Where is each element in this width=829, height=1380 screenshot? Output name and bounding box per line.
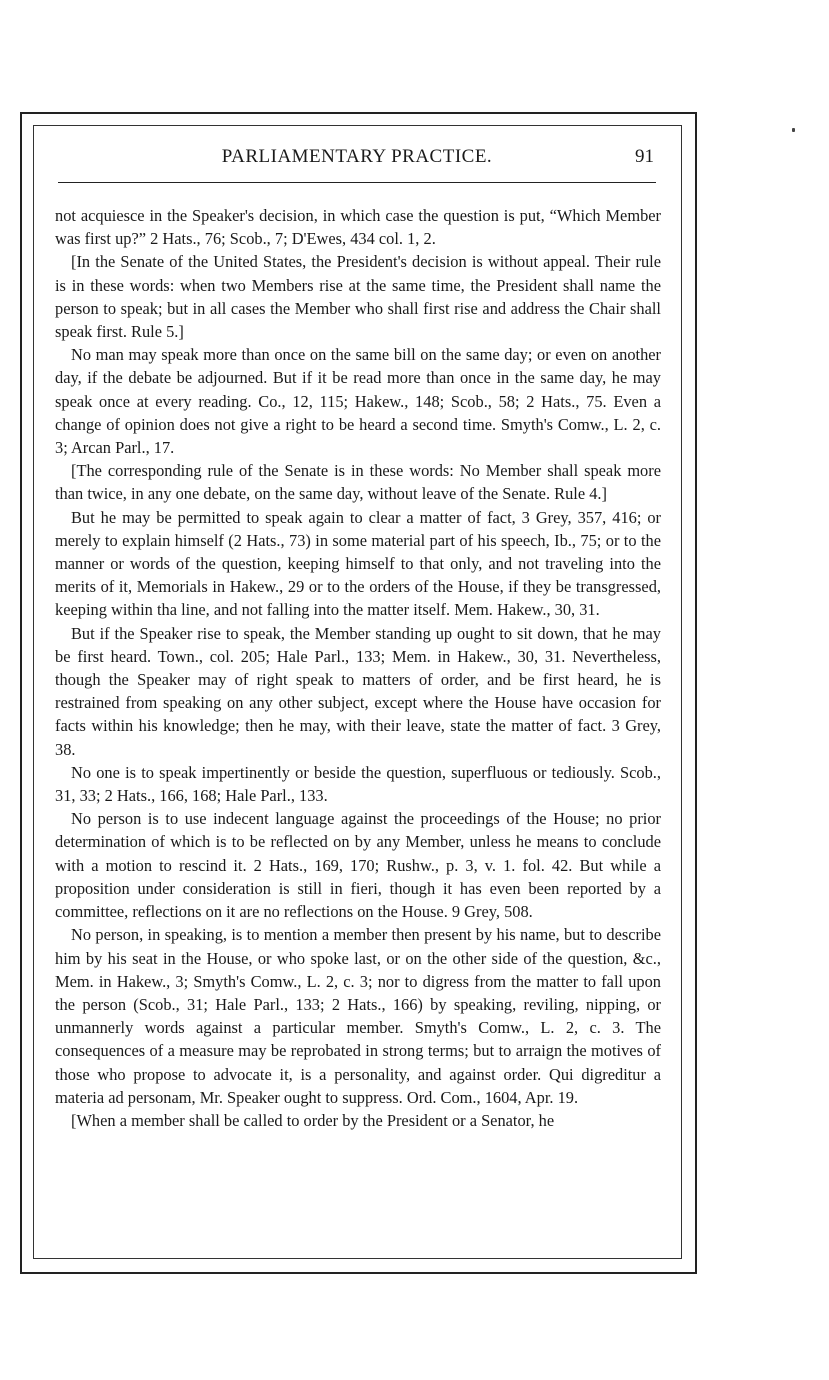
running-head-title: PARLIAMENTARY PRACTICE. [221, 146, 493, 167]
paragraph-speak-again: But he may be permitted to speak again to clear a matter of fact, 3 Grey, 357, 416; or merely to explain himself (2 Hats., 73) in some material part of his speech, Ib., 75; or to the manner or words of the question, keeping himself to that only, and not traveling into the merits of it, Memorials in Hakew., 29 or to the orders of the House, if they be transgressed, keeping within tha line, and not falling into the matter itself. Mem. Hakew., 30, 31. [55, 507, 661, 620]
paragraph-senate-rule-4: [The corresponding rule of the Senate is in these words: No Member shall speak more than twice, in any one debate, on the same day, without leave of the Senate. Rule 4.] [55, 461, 661, 504]
header-rule [58, 182, 656, 183]
paragraph-called-to-order: [When a member shall be called to order by the President or a Senator, he [71, 1110, 555, 1130]
body-text [55, 204, 661, 1132]
paragraph-speak-once: No man may speak more than once on the same bill on the same day; or even on another day, if the debate be adjourned. But if it be read more than once in the same day, he may speak once at every reading. Co., 12, 115; Hakew., 148; Scob., 58; 2 Hats., 75. Even a change of opinion does not give a right to be heard a second time. Smyth's Comw., L. 2, c. 3; Arcan Parl., 17. [55, 345, 661, 458]
paragraph-speaker-rise: But if the Speaker rise to speak, the Member standing up ought to sit down, that he may be first heard. Town., col. 205; Hale Parl., 133; Mem. in Hakew., 30, 31. Nevertheless, though the Speaker may of right speak to matters of order, and be first heard, he is restrained from speaking on any other subject, except where the House have occasion for facts within his knowledge; then he may, with their leave, state the matter of fact. 3 Grey, 38. [55, 623, 661, 759]
page-number: 91 [635, 146, 654, 167]
paragraph-indecent-language: No person is to use indecent language against the proceedings of the House; no prior determination of which is to be reflected on by any Member, unless he means to conclude with a motion to rescind it. 2 Hats., 169, 170; Rushw., p. 3, v. 1. fol. 42. But while a proposition under consideration is still in fieri, though it has even been reported by a committee, reflections on it are no reflections on the House. 9 Grey, 508. [55, 809, 661, 922]
paragraph-continuation: not acquiesce in the Speaker's decision, in which case the question is put, “Which Member was first up?” 2 Hats., 76; Scob., 7; D'Ewes, 434 col. 1, 2. [55, 206, 661, 249]
paragraph-mention-by-name: No person, in speaking, is to mention a member then present by his name, but to describe him by his seat in the House, or who spoke last, or on the other side of the question, &c., Mem. in Hakew., 3; Smyth's Comw., L. 2, c. 3; nor to digress from the matter to fall upon the person (Scob., 31; Hale Parl., 133; 2 Hats., 166) by speaking, reviling, nipping, or unmannerly words against a particular member. Smyth's Comw., L. 2, c. 3. The consequences of a measure may be reprobated in strong terms; but to arraign the motives of those who propose to advocate it, is a personality, and against order. Qui digreditur a materia ad personam, Mr. Speaker ought to suppress. Ord. Com., 1604, Apr. 19. [55, 925, 661, 1107]
paragraph-senate-rule-5: [In the Senate of the United States, the President's decision is without appeal. Their rule is in these words: when two Members rise at the same time, the President shall name the person to speak; but in all cases the Member who shall first rise and address the Chair shall speak first. Rule 5.] [55, 252, 661, 342]
paragraph-impertinent: No one is to speak impertinently or beside the question, superfluous or tediously. Scob., 31, 33; 2 Hats., 166, 168; Hale Parl., 133. [55, 762, 661, 806]
ink-speck [792, 128, 795, 132]
page-header [58, 142, 656, 176]
